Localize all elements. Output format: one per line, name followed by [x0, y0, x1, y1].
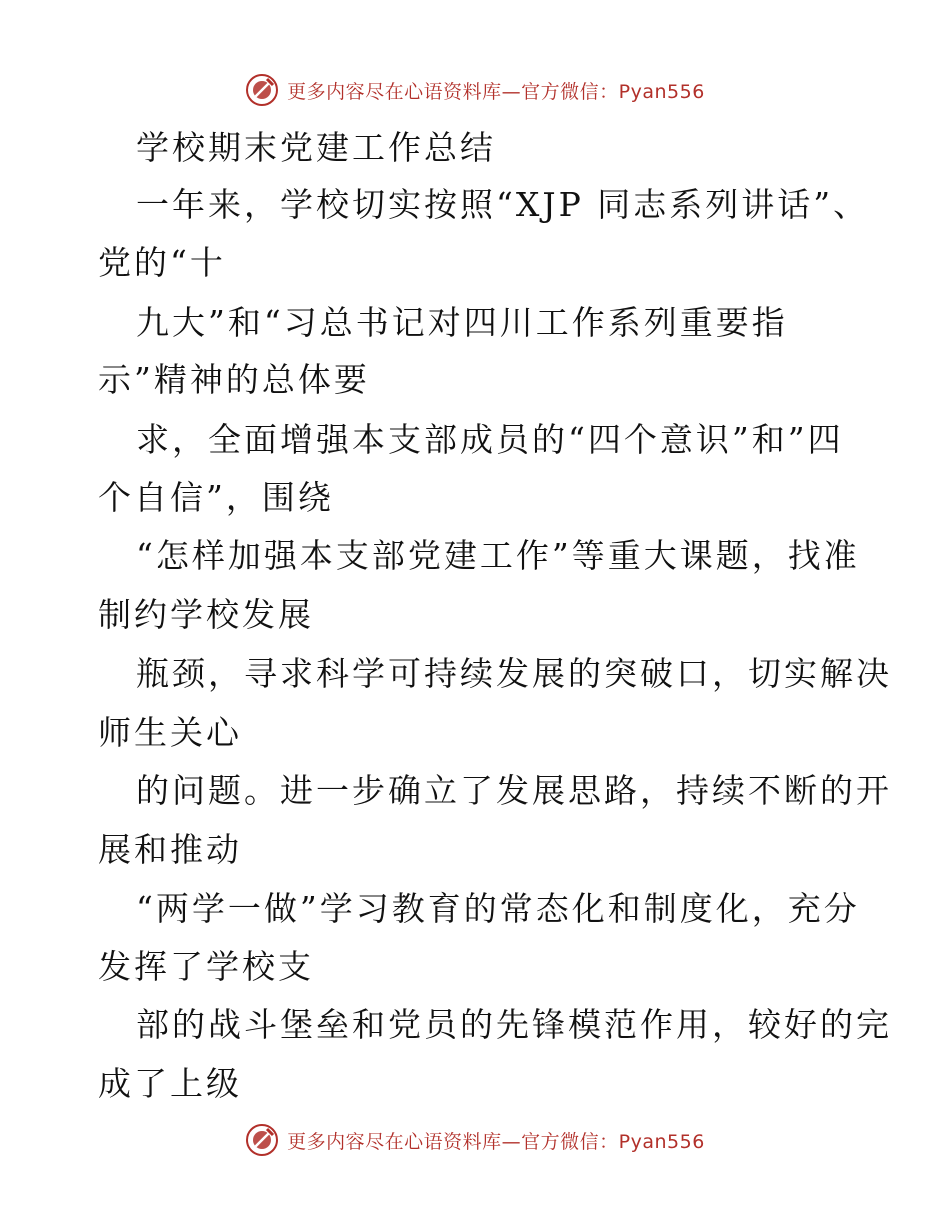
- paragraph-line: “怎样加强本支部党建工作”等重大课题，找准: [136, 536, 860, 575]
- paragraph-line: 展和推动: [98, 830, 242, 869]
- document-title: 学校期末党建工作总结: [136, 128, 496, 167]
- paragraph-line: 制约学校发展: [98, 595, 314, 634]
- paragraph-line: 师生关心: [98, 713, 242, 752]
- header-banner: [0, 70, 950, 110]
- paragraph-line: 成了上级: [98, 1064, 242, 1103]
- paragraph-line: 一年来，学校切实按照“XJP 同志系列讲话”、: [136, 185, 870, 224]
- seal-logo-icon: [245, 73, 279, 107]
- banner-text: 更多内容尽在心语资料库—官方微信：Pyan556: [287, 1130, 705, 1153]
- paragraph-line: 九大”和“习总书记对四川工作系列重要指: [136, 303, 788, 342]
- paragraph-line: 党的“十: [98, 243, 226, 282]
- paragraph-line: “两学一做”学习教育的常态化和制度化，充分: [136, 889, 860, 928]
- footer-banner: [0, 1120, 950, 1160]
- paragraph-line: 求，全面增强本支部成员的“四个意识”和”四: [136, 420, 844, 459]
- banner-text: 更多内容尽在心语资料库—官方微信：Pyan556: [287, 80, 705, 103]
- paragraph-line: 的问题。进一步确立了发展思路，持续不断的开: [136, 771, 892, 810]
- paragraph-line: 个自信”，围绕: [98, 478, 334, 517]
- paragraph-line: 发挥了学校支: [98, 947, 314, 986]
- paragraph-line: 部的战斗堡垒和党员的先锋模范作用，较好的完: [136, 1005, 892, 1044]
- paragraph-line: 瓶颈，寻求科学可持续发展的突破口，切实解决: [136, 654, 892, 693]
- seal-logo-icon: [245, 1123, 279, 1157]
- paragraph-line: 示”精神的总体要: [98, 360, 370, 399]
